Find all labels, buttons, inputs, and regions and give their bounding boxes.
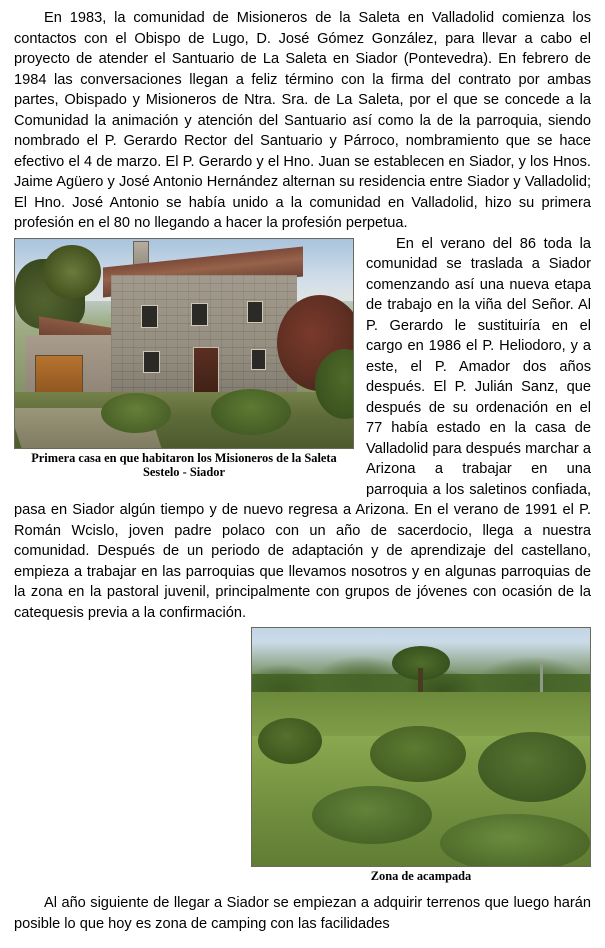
figure-camping-area	[251, 627, 591, 883]
tree-crown-left	[43, 245, 101, 299]
photo-camping-area	[251, 627, 591, 867]
window	[247, 301, 263, 323]
figure-caption	[14, 451, 354, 479]
caption-line-1: Primera casa en que habitaron los Misioneros de la Saleta	[31, 450, 337, 465]
bush	[101, 393, 171, 433]
figure-caption	[251, 869, 591, 883]
shrub	[370, 726, 466, 782]
shrub	[478, 732, 586, 802]
shrub	[258, 718, 322, 764]
window	[191, 303, 208, 326]
shrub	[440, 814, 590, 867]
window	[141, 305, 158, 328]
paragraph-2: En el verano del 86 toda la comunidad se traslada a Siador comenzando así una nueva etapa de trabajo en la viña del Señor. Al P. Gerardo le sustituiría en el cargo en 1986 el P. Heliodoro, y a este, el P. Amador dos años después. El P. Julián Sanz, que después de su ordenación en el 77 había estado en la casa de Valladolid para después marchar a Arizona a trabajar en una parroquia a los saletinos confiada, pasa en Siador algún tiempo y de nuevo regresa a Arizona. En el verano de 1991 el P. Román Wcislo, joven padre polaco con un año de sacerdocio, llega a nuestra comunidad. Después de un periodo de adaptación y de aprendizaje del castellano, empieza a trabajar en las parroquias que llevamos nosotros y en algunas parroquias de la zona en la pastoral juvenil, principalmente con grupos de jóvenes con ocasión de la catequesis previa a la confirmación.	[14, 235, 591, 621]
bush	[211, 389, 291, 435]
figure-old-house	[14, 238, 354, 479]
photo-old-house	[14, 238, 354, 449]
paragraph-1: En 1983, la comunidad de Misioneros de la Saleta en Valladolid comienza los contactos con el Obispo de Lugo, D. José Gómez González, para llevar a cabo el proyecto de atender el Santuario de La Saleta en Siador (Pontevedra). En febrero de 1984 las conversaciones llegan a feliz término con la firma del contrato por ambas partes, Obispado y Misioneros de Ntra. Sra. de La Saleta, por el que se concede a la Comunidad la animación y atención del Santuario así como la de la parroquia, siendo nombrado el P. Gerardo Rector del Santuario y Párroco, nombramiento que se hace efectivo el 4 de marzo. El P. Gerardo y el Hno. Juan se establecen en Siador, y los Hnos. Jaime Agüero y José Antonio Hernández alternan su residencia entre Siador y Valladolid; El Hno. José Antonio se había unido a la comunidad en Valladolid, hizo su primera profesión en el 80 no llegando a hacer la profesión perpetua.	[14, 10, 591, 231]
paragraph-3: Al año siguiente de llegar a Siador se empiezan a adquirir terrenos que luego harán posible lo que hoy es zona de camping con las facilidades	[14, 895, 591, 932]
garage-door	[35, 355, 83, 397]
shrub	[312, 786, 432, 844]
window	[251, 349, 266, 370]
caption-line-1: Zona de acampada	[370, 869, 472, 883]
window	[143, 351, 160, 373]
caption-line-2: Sestelo - Siador	[143, 464, 225, 479]
